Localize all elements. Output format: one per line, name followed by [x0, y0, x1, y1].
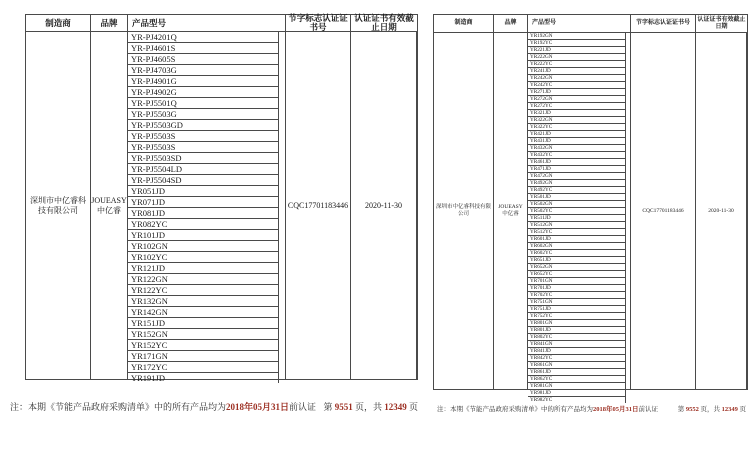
- header-cert-no: 节字标志认证证书号: [631, 15, 696, 32]
- model-row: YR801JD: [528, 327, 625, 334]
- model-row: YR492YC: [528, 187, 625, 194]
- model-row: YR-PJ5503SD: [128, 153, 278, 164]
- model-row: YR512YC: [528, 229, 625, 236]
- model-row: YR981GN: [528, 383, 625, 390]
- model-row: YR702YC: [528, 292, 625, 299]
- model-row: YR982YC: [530, 397, 553, 403]
- note-suffix: 前认证: [289, 402, 317, 412]
- model-list: [128, 32, 279, 383]
- model-row: YR751GN: [528, 299, 625, 306]
- model-row: YR862YC: [528, 376, 625, 383]
- model-row: YR-PJ5503S: [128, 142, 278, 153]
- model-column: [528, 33, 631, 403]
- model-row: YR432YC: [528, 152, 625, 159]
- model-row: YR-PJ4901G: [128, 76, 278, 87]
- model-list: [528, 33, 626, 403]
- model-row: YR652GN: [528, 264, 625, 271]
- model-row: YR802YC: [528, 334, 625, 341]
- model-row: YR861JD: [528, 369, 625, 376]
- footer-note-right: [437, 404, 658, 413]
- model-row: YR602GN: [528, 243, 625, 250]
- model-row: YR-PJ5504LD: [128, 164, 278, 175]
- page-number: 9551: [334, 402, 353, 412]
- brand-cell: [91, 32, 128, 379]
- model-row: YR841GN: [528, 341, 625, 348]
- page-word: 第: [323, 402, 335, 412]
- model-row: YR842YC: [528, 355, 625, 362]
- model-row: YR322YC: [528, 124, 625, 131]
- model-row: YR602YC: [528, 250, 625, 257]
- model-row: YR051JD: [128, 186, 278, 197]
- brand-cell: [494, 33, 528, 389]
- model-row: YR701JD: [528, 285, 625, 292]
- model-row: YR752YC: [528, 313, 625, 320]
- model-row: YR471JD: [528, 166, 625, 173]
- model-row: YR-PJ5504SD: [128, 175, 278, 186]
- header-manufacturer: 制造商: [26, 15, 91, 31]
- model-column: [128, 32, 286, 383]
- model-row: YR191JD: [131, 373, 166, 383]
- model-row: YR121JD: [128, 263, 278, 274]
- model-row: YR082YC: [128, 219, 278, 230]
- model-row: YR-PJ4201Q: [128, 32, 278, 43]
- model-row: YR981JD: [528, 390, 625, 397]
- model-row: YR222GN: [528, 54, 625, 61]
- page-number: 9552: [685, 406, 699, 413]
- model-row: YR322GN: [528, 117, 625, 124]
- cert-table-page-left: [25, 13, 418, 383]
- model-row: YR601JD: [528, 236, 625, 243]
- model-row: YR102GN: [128, 241, 278, 252]
- page-indicator-left: [300, 400, 418, 413]
- header-expiry-date: 认证证书有效截止日期: [354, 13, 414, 32]
- header-brand: 品牌: [91, 15, 128, 31]
- model-row: YR841JD: [528, 348, 625, 355]
- model-row: YR502GN: [528, 201, 625, 208]
- model-row: YR221JD: [528, 47, 625, 54]
- model-row: YR152GN: [128, 329, 278, 340]
- brand-name-cn: 中亿睿: [97, 205, 121, 215]
- model-row: YR651JD: [528, 257, 625, 264]
- model-row: YR801GN: [528, 320, 625, 327]
- model-row: YR081JD: [128, 208, 278, 219]
- total-pages: 12349: [384, 402, 407, 412]
- model-row: YR172YC: [128, 362, 278, 373]
- cert-no-cell: CQC17701183446: [286, 32, 351, 379]
- model-row: YR242YC: [528, 82, 625, 89]
- model-row: YR511JD: [528, 215, 625, 222]
- manufacturer-cell: 深圳市中亿睿科技有限公司: [434, 33, 494, 389]
- model-row: YR321JD: [528, 110, 625, 117]
- model-row: YR512GN: [528, 222, 625, 229]
- model-row: YR-PJ5503GD: [128, 120, 278, 131]
- note-date: 2018年05月31日: [226, 402, 290, 412]
- note-date: 2018年05月31日: [593, 406, 639, 413]
- page-word: 页: [406, 402, 418, 412]
- brand-name-en: JOUEASY: [91, 195, 127, 205]
- model-row: YR652YC: [528, 271, 625, 278]
- page-word: 页，共: [352, 402, 385, 412]
- note-prefix: 注：本期《节能产品政府采购清单》中的所有产品均为: [437, 406, 593, 413]
- model-row: YR502YC: [528, 208, 625, 215]
- header-expiry-date: 认证证书有效截止日期: [697, 17, 746, 30]
- model-row: YR-PJ5503S: [128, 131, 278, 142]
- model-row: YR071JD: [128, 197, 278, 208]
- model-row: YR192YC: [528, 40, 625, 47]
- manufacturer-cell: 深圳市中亿睿科技有限公司: [26, 32, 91, 379]
- header-cert-no: 节字标志认证证书号: [286, 15, 351, 31]
- header-manufacturer: 制造商: [434, 15, 494, 32]
- footer-note-left: [10, 400, 316, 413]
- header-model: 产品型号: [128, 15, 286, 31]
- model-row: YR461JD: [528, 159, 625, 166]
- model-row: YR701GN: [528, 278, 625, 285]
- model-row: YR222YC: [528, 61, 625, 68]
- header-model: 产品型号: [528, 15, 631, 32]
- model-row: YR152YC: [128, 340, 278, 351]
- table-header-row: [434, 15, 747, 33]
- model-row: YR142GN: [128, 307, 278, 318]
- model-row: YR101JD: [128, 230, 278, 241]
- model-row: YR-PJ4601S: [128, 43, 278, 54]
- expiry-date-cell: 2020-11-30: [696, 33, 747, 389]
- model-row: YR431JD: [528, 138, 625, 145]
- total-pages: 12349: [721, 406, 738, 413]
- model-row: YR171GN: [128, 351, 278, 362]
- model-row: YR151JD: [128, 318, 278, 329]
- model-row: YR272YC: [528, 103, 625, 110]
- model-row: YR-PJ4605S: [128, 54, 278, 65]
- model-row: YR241JD: [528, 68, 625, 75]
- model-row: YR751JD: [528, 306, 625, 313]
- page-word: 页: [737, 406, 746, 413]
- brand-name-en: JOUEASY: [498, 204, 523, 211]
- table-body: [434, 33, 747, 403]
- model-row: YR501JD: [528, 194, 625, 201]
- model-row: YR192GN: [528, 33, 625, 40]
- table-body: [26, 32, 417, 383]
- model-row: YR272GN: [528, 96, 625, 103]
- cert-table-page-right: [433, 14, 748, 403]
- page-word: 页，共: [698, 406, 722, 413]
- model-row: YR-PJ5503G: [128, 109, 278, 120]
- cert-no-cell: CQC17701183446: [631, 33, 696, 389]
- model-row: YR132GN: [128, 296, 278, 307]
- model-row: YR861GN: [528, 362, 625, 369]
- page-indicator-right: [628, 404, 746, 413]
- header-brand: 品牌: [494, 15, 528, 32]
- model-row: YR242GN: [528, 75, 625, 82]
- table-header-row: [26, 15, 417, 32]
- model-row: YR-PJ5501Q: [128, 98, 278, 109]
- model-row: YR472GN: [528, 173, 625, 180]
- model-row: YR432GN: [528, 145, 625, 152]
- note-prefix: 注：本期《节能产品政府采购清单》中的所有产品均为: [10, 402, 227, 412]
- brand-name-cn: 中亿睿: [502, 211, 519, 217]
- model-row: YR122YC: [128, 285, 278, 296]
- model-row: YR-PJ4703G: [128, 65, 278, 76]
- note-suffix: 前认证: [638, 406, 658, 413]
- expiry-date-cell: 2020-11-30: [351, 32, 417, 379]
- model-row: YR271JD: [528, 89, 625, 96]
- page-word: 第: [677, 406, 686, 413]
- model-row: YR-PJ4902G: [128, 87, 278, 98]
- model-row: YR492GN: [528, 180, 625, 187]
- model-row: YR102YC: [128, 252, 278, 263]
- model-row: YR122GN: [128, 274, 278, 285]
- model-row: YR421JD: [528, 131, 625, 138]
